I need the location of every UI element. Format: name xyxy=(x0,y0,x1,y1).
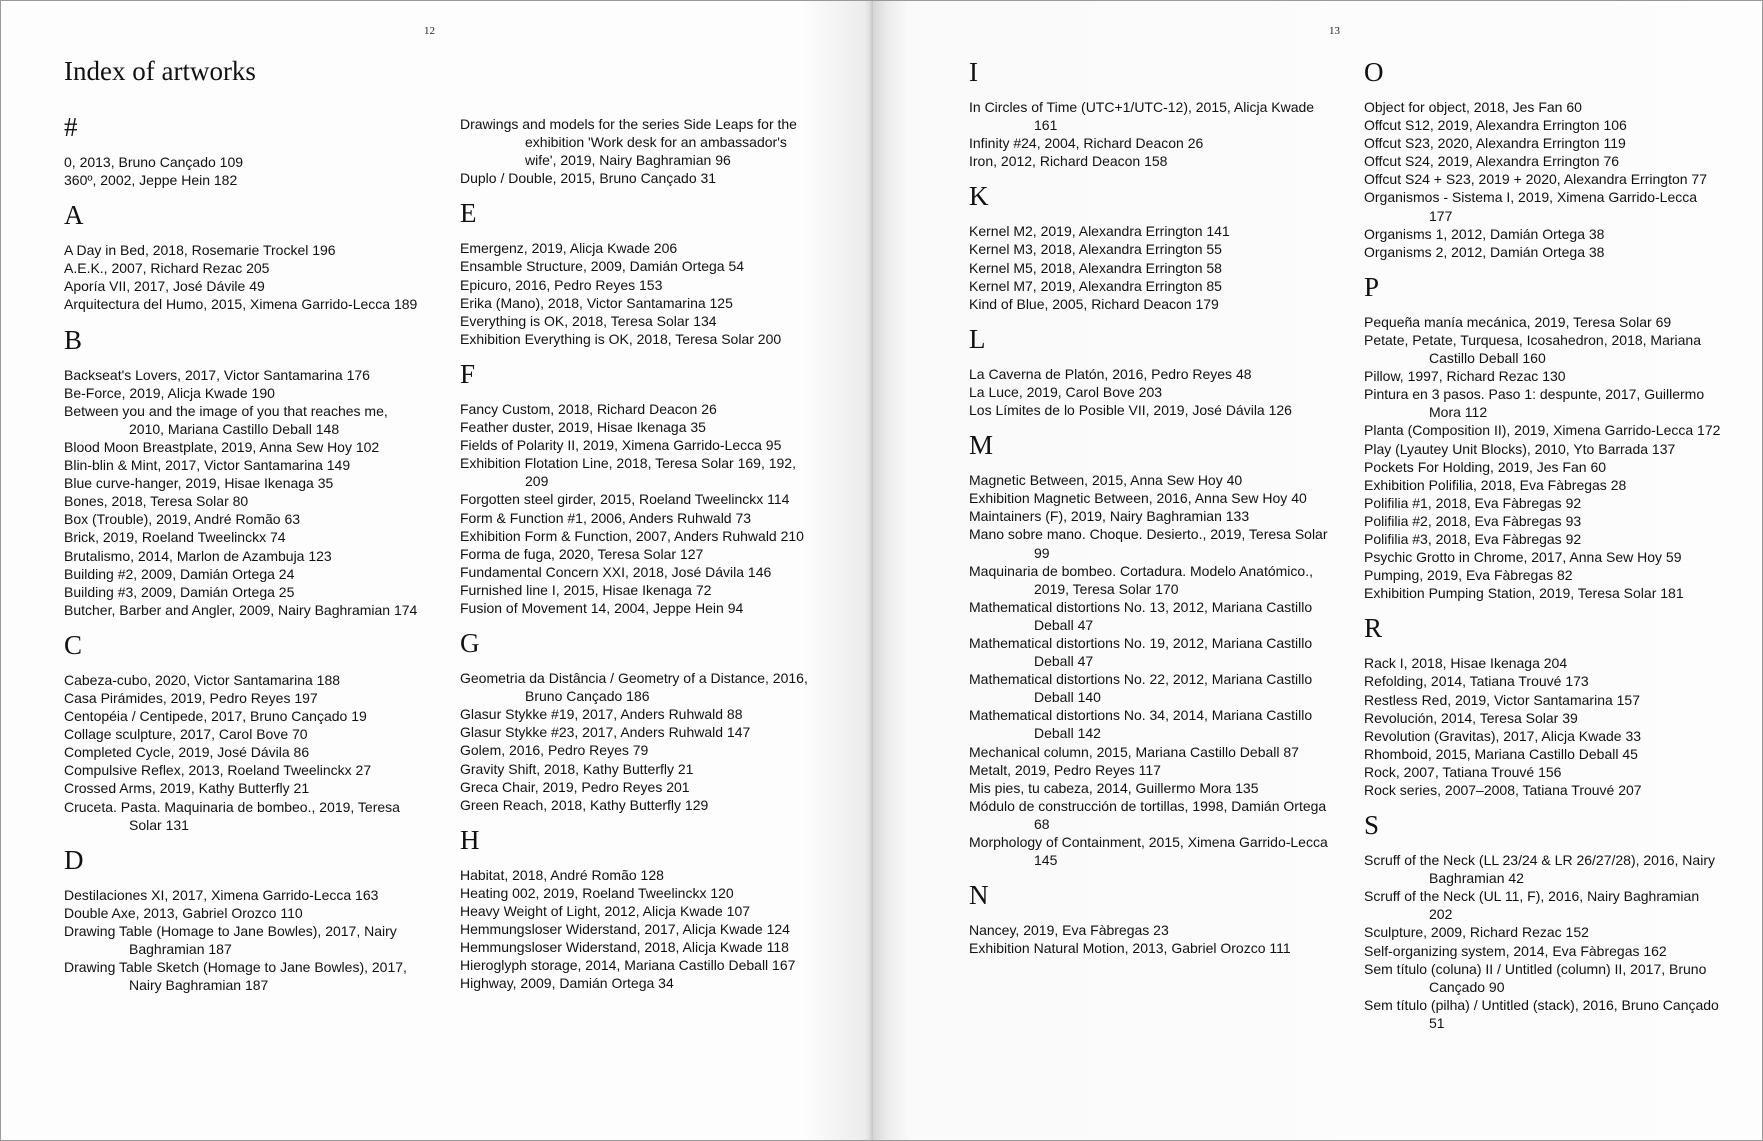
index-entry: Green Reach, 2018, Kathy Butterfly 129 xyxy=(460,796,709,813)
index-entry: Hemmungsloser Widerstand, 2018, Alicja Kwade 118 xyxy=(460,939,789,956)
section-letter: M xyxy=(969,430,994,461)
index-section xyxy=(64,629,424,834)
index-entry: Organisms 1, 2012, Damián Ortega 38 xyxy=(1364,225,1605,242)
entry-list xyxy=(64,153,424,189)
index-entry: Epicuro, 2016, Pedro Reyes 153 xyxy=(460,276,663,293)
index-section xyxy=(1364,271,1724,603)
index-entry: Organisms 2, 2012, Damián Ortega 38 xyxy=(1364,243,1605,260)
index-entry: Highway, 2009, Damián Ortega 34 xyxy=(460,975,674,992)
section-letter: I xyxy=(969,57,978,87)
section-letter: P xyxy=(1364,271,1380,302)
section-letter: H xyxy=(460,824,480,855)
index-entry: Polifilia #3, 2018, Eva Fàbregas 92 xyxy=(1364,530,1582,547)
index-entry: Geometria da Distância / Geometry of a Distance, 2016, Bruno Cançado 186 xyxy=(460,670,808,705)
index-entry: Rock series, 2007–2008, Tatiana Trouvé 207 xyxy=(1364,782,1642,798)
index-entry: Planta (Composition II), 2019, Ximena Garrido-Lecca 172 xyxy=(1364,422,1721,439)
index-entry: Pequeña manía mecánica, 2019, Teresa Solar 69 xyxy=(1364,313,1672,330)
index-entry: Compulsive Reflex, 2013, Roeland Tweelinckx 27 xyxy=(64,762,372,779)
index-entry: Hieroglyph storage, 2014, Mariana Castillo Deball 167 xyxy=(460,957,796,974)
entry-list xyxy=(969,471,1329,869)
index-entry: Building #3, 2009, Damián Ortega 25 xyxy=(64,583,295,600)
page-title: Index of artworks xyxy=(64,56,256,86)
index-entry: Brick, 2019, Roeland Tweelinckx 74 xyxy=(64,529,286,546)
index-entry: Casa Pirámides, 2019, Pedro Reyes 197 xyxy=(64,689,318,706)
index-entry: Blood Moon Breastplate, 2019, Anna Sew Hoy 102 xyxy=(64,438,380,455)
index-entry: Los Límites de lo Posible VII, 2019, José Dávila 126 xyxy=(969,402,1292,419)
index-entry: Kernel M7, 2019, Alexandra Errington 85 xyxy=(969,277,1222,294)
index-entry: 360º, 2002, Jeppe Hein 182 xyxy=(64,172,238,189)
index-section xyxy=(64,324,424,619)
index-entry: Organismos - Sistema I, 2019, Ximena Garrido-Lecca 177 xyxy=(1364,189,1698,224)
entry-list xyxy=(64,671,424,834)
index-entry: Cruceta. Pasta. Maquinaria de bombeo., 2019, Teresa Solar 131 xyxy=(64,798,400,833)
index-entry: Erika (Mano), 2018, Victor Santamarina 125 xyxy=(460,294,733,311)
index-entry: Pockets For Holding, 2019, Jes Fan 60 xyxy=(1364,458,1607,475)
section-letter: B xyxy=(64,324,83,355)
section-letter: # xyxy=(64,112,78,142)
index-entry: Emergenz, 2019, Alicja Kwade 206 xyxy=(460,240,678,257)
index-entry: Arquitectura del Humo, 2015, Ximena Garrido-Lecca 189 xyxy=(64,296,418,313)
index-entry: Rock, 2007, Tatiana Trouvé 156 xyxy=(1364,763,1562,780)
index-entry: Rhomboid, 2015, Mariana Castillo Deball 45 xyxy=(1364,745,1638,762)
index-entry: Aporía VII, 2017, José Dávile 49 xyxy=(64,278,265,295)
index-entry: Centopéia / Centipede, 2017, Bruno Cançado 19 xyxy=(64,708,367,725)
index-entry: Heating 002, 2019, Roeland Tweelinckx 120 xyxy=(460,884,734,901)
entry-list xyxy=(460,400,820,617)
index-entry: Polifilia #2, 2018, Eva Fàbregas 93 xyxy=(1364,512,1582,529)
index-entry: Habitat, 2018, André Romão 128 xyxy=(460,866,664,883)
index-entry: Offcut S12, 2019, Alexandra Errington 106 xyxy=(1364,117,1627,134)
index-entry: Glasur Stykke #19, 2017, Anders Ruhwald 88 xyxy=(460,706,743,723)
section-letter: G xyxy=(460,628,480,659)
index-entry: Mano sobre mano. Choque. Desierto., 2019, Teresa Solar 99 xyxy=(969,526,1328,561)
index-entry: Restless Red, 2019, Victor Santamarina 157 xyxy=(1364,691,1641,708)
index-entry: Glasur Stykke #23, 2017, Anders Ruhwald 147 xyxy=(460,724,751,741)
index-entry: Golem, 2016, Pedro Reyes 79 xyxy=(460,742,649,759)
index-entry: Maintainers (F), 2019, Nairy Baghramian 133 xyxy=(969,508,1250,525)
index-entry: Blin-blin & Mint, 2017, Victor Santamarina 149 xyxy=(64,457,351,474)
index-entry: Revolución, 2014, Teresa Solar 39 xyxy=(1364,709,1578,726)
index-entry: Kernel M5, 2018, Alexandra Errington 58 xyxy=(969,259,1222,276)
right-page xyxy=(873,1,1762,1140)
index-entry: A.E.K., 2007, Richard Rezac 205 xyxy=(64,260,270,277)
index-entry: Greca Chair, 2019, Pedro Reyes 201 xyxy=(460,778,690,795)
index-entry: Double Axe, 2013, Gabriel Orozco 110 xyxy=(64,904,303,921)
entry-list xyxy=(460,669,820,814)
index-section xyxy=(64,844,424,995)
index-entry: Heavy Weight of Light, 2012, Alicja Kwade 107 xyxy=(460,903,751,919)
index-entry: Be-Force, 2019, Alicja Kwade 190 xyxy=(64,384,275,401)
index-entry: Crossed Arms, 2019, Kathy Butterfly 21 xyxy=(64,780,310,797)
index-column-3 xyxy=(969,56,1329,967)
index-entry: Gravity Shift, 2018, Kathy Butterfly 21 xyxy=(460,760,694,777)
section-letter: O xyxy=(1364,57,1384,87)
page-number-right: 13 xyxy=(1329,25,1340,37)
index-section xyxy=(460,358,820,617)
index-entry: Offcut S24 + S23, 2019 + 2020, Alexandra Errington 77 xyxy=(1364,171,1707,188)
index-entry: In Circles of Time (UTC+1/UTC-12), 2015, Alicja Kwade 161 xyxy=(969,99,1315,134)
index-entry: Brutalismo, 2014, Marlon de Azambuja 123 xyxy=(64,547,332,564)
index-entry: Scruff of the Neck (UL 11, F), 2016, Nairy Baghramian 202 xyxy=(1364,888,1700,923)
entry-list xyxy=(969,921,1329,957)
index-entry: Maquinaria de bombeo. Cortadura. Modelo Anatómico., 2019, Teresa Solar 170 xyxy=(969,562,1313,597)
entry-list xyxy=(1364,313,1724,603)
index-entry: Infinity #24, 2004, Richard Deacon 26 xyxy=(969,135,1204,152)
index-entry: Exhibition Magnetic Between, 2016, Anna Sew Hoy 40 xyxy=(969,490,1307,507)
index-section xyxy=(460,197,820,348)
index-entry: Bones, 2018, Teresa Solar 80 xyxy=(64,493,249,510)
index-entry: Fusion of Movement 14, 2004, Jeppe Hein 94 xyxy=(460,599,744,616)
index-entry: Offcut S24, 2019, Alexandra Errington 76 xyxy=(1364,153,1620,170)
index-section xyxy=(969,323,1329,419)
index-column-2 xyxy=(460,115,820,1002)
index-entry: 0, 2013, Bruno Cançado 109 xyxy=(64,154,244,170)
index-entry: Magnetic Between, 2015, Anna Sew Hoy 40 xyxy=(969,472,1243,489)
index-entry: Between you and the image of you that reaches me, 2010, Mariana Castillo Deball 148 xyxy=(64,402,388,437)
index-entry: Nancey, 2019, Eva Fàbregas 23 xyxy=(969,922,1169,939)
entry-list xyxy=(460,866,820,993)
section-letter: A xyxy=(64,200,84,231)
index-entry: La Luce, 2019, Carol Bove 203 xyxy=(969,383,1163,400)
index-entry: Play (Lyautey Unit Blocks), 2010, Yto Barrada 137 xyxy=(1364,440,1676,457)
index-entry: Form & Function #1, 2006, Anders Ruhwald 73 xyxy=(460,509,752,526)
index-entry: Petate, Petate, Turquesa, Icosahedron, 2018, Mariana Castillo Deball 160 xyxy=(1364,331,1701,367)
index-entry: Sem título (pilha) / Untitled (stack), 2016, Bruno Cançado 51 xyxy=(1364,996,1719,1031)
index-entry: Feather duster, 2019, Hisae Ikenaga 35 xyxy=(460,419,706,436)
index-entry: Box (Trouble), 2019, André Romão 63 xyxy=(64,511,301,528)
index-entry: Polifilia #1, 2018, Eva Fàbregas 92 xyxy=(1364,494,1582,511)
index-entry: Building #2, 2009, Damián Ortega 24 xyxy=(64,565,295,582)
index-entry: Pintura en 3 pasos. Paso 1: despunte, 2017, Guillermo Mora 112 xyxy=(1364,386,1705,421)
left-page xyxy=(1,1,873,1140)
index-section xyxy=(460,627,820,814)
index-entry: Exhibition Form & Function, 2007, Anders Ruhwald 210 xyxy=(460,527,804,544)
index-entry: Object for object, 2018, Jes Fan 60 xyxy=(1364,99,1582,115)
section-letter: N xyxy=(969,880,989,911)
index-entry: Sculpture, 2009, Richard Rezac 152 xyxy=(1364,924,1589,941)
index-entry: Exhibition Pumping Station, 2019, Teresa Solar 181 xyxy=(1364,585,1684,602)
entry-list xyxy=(969,365,1329,419)
entry-list xyxy=(969,98,1329,170)
index-entry: Destilaciones XI, 2017, Ximena Garrido-Lecca 163 xyxy=(64,886,379,903)
index-entry: Exhibition Natural Motion, 2013, Gabriel Orozco 111 xyxy=(969,940,1291,957)
index-entry: Mis pies, tu cabeza, 2014, Guillermo Mora 135 xyxy=(969,779,1259,796)
index-entry: Mathematical distortions No. 22, 2012, Mariana Castillo Deball 140 xyxy=(969,671,1313,706)
index-section xyxy=(1364,612,1724,799)
index-entry: Pumping, 2019, Eva Fàbregas 82 xyxy=(1364,567,1573,584)
index-entry: Ensamble Structure, 2009, Damián Ortega 54 xyxy=(460,258,745,275)
index-entry: Exhibition Everything is OK, 2018, Teresa Solar 200 xyxy=(460,330,782,347)
index-entry: Duplo / Double, 2015, Bruno Cançado 31 xyxy=(460,170,717,187)
index-entry: Drawing Table (Homage to Jane Bowles), 2017, Nairy Baghramian 187 xyxy=(64,922,397,957)
index-column-1 xyxy=(64,111,424,1004)
index-entry: Iron, 2012, Richard Deacon 158 xyxy=(969,153,1168,170)
index-entry: Fundamental Concern XXI, 2018, José Dávila 146 xyxy=(460,563,772,580)
section-letter: S xyxy=(1364,810,1380,841)
section-letter: K xyxy=(969,181,989,212)
index-entry: Completed Cycle, 2019, José Dávila 86 xyxy=(64,744,310,761)
entry-list xyxy=(1364,98,1724,261)
index-entry: Morphology of Containment, 2015, Ximena Garrido-Lecca 145 xyxy=(969,834,1328,869)
index-entry: Offcut S23, 2020, Alexandra Errington 119 xyxy=(1364,135,1626,152)
entry-list xyxy=(64,241,424,313)
index-entry: Fields of Polarity II, 2019, Ximena Garrido-Lecca 95 xyxy=(460,437,782,454)
index-entry: Fancy Custom, 2018, Richard Deacon 26 xyxy=(460,400,717,417)
entry-list xyxy=(64,366,424,619)
index-entry: Metalt, 2019, Pedro Reyes 117 xyxy=(969,761,1161,778)
index-column-4 xyxy=(1364,56,1724,1042)
index-section xyxy=(969,56,1329,170)
index-entry: Cabeza-cubo, 2020, Victor Santamarina 188 xyxy=(64,671,341,688)
index-entry: Drawings and models for the series Side Leaps for the exhibition 'Work desk for an ambassador's wife', 2019, Nairy Baghramian 96 xyxy=(460,116,797,169)
entry-list xyxy=(460,115,820,187)
index-entry: Mathematical distortions No. 34, 2014, Mariana Castillo Deball 142 xyxy=(969,707,1313,742)
index-entry: Butcher, Barber and Angler, 2009, Nairy Baghramian 174 xyxy=(64,601,418,618)
index-entry: Mathematical distortions No. 13, 2012, Mariana Castillo Deball 47 xyxy=(969,598,1313,633)
index-section xyxy=(1364,56,1724,261)
page-number-left: 12 xyxy=(424,25,435,37)
index-entry: Forgotten steel girder, 2015, Roeland Tweelinckx 114 xyxy=(460,491,790,508)
section-letter: L xyxy=(969,323,986,354)
index-entry: Revolution (Gravitas), 2017, Alicja Kwade 33 xyxy=(1364,727,1642,744)
index-section xyxy=(64,199,424,313)
index-section xyxy=(460,115,820,187)
index-entry: Forma de fuga, 2020, Teresa Solar 127 xyxy=(460,545,704,562)
entry-list xyxy=(64,886,424,995)
index-entry: Psychic Grotto in Chrome, 2017, Anna Sew Hoy 59 xyxy=(1364,549,1682,566)
index-entry: Exhibition Polifilia, 2018, Eva Fàbregas 28 xyxy=(1364,476,1627,493)
index-entry: Hemmungsloser Widerstand, 2017, Alicja Kwade 124 xyxy=(460,921,790,938)
index-section xyxy=(460,824,820,993)
index-section xyxy=(1364,809,1724,1032)
index-entry: Exhibition Flotation Line, 2018, Teresa Solar 169, 192, 209 xyxy=(460,455,796,490)
section-letter: R xyxy=(1364,613,1383,644)
index-entry: Kernel M2, 2019, Alexandra Errington 141 xyxy=(969,223,1230,240)
index-entry: Scruff of the Neck (LL 23/24 & LR 26/27/28), 2016, Nairy Baghramian 42 xyxy=(1364,852,1715,887)
index-entry: Drawing Table Sketch (Homage to Jane Bowles), 2017, Nairy Baghramian 187 xyxy=(64,959,407,994)
index-section xyxy=(969,879,1329,957)
section-letter: D xyxy=(64,844,84,875)
section-letter: C xyxy=(64,629,83,660)
index-entry: Self-organizing system, 2014, Eva Fàbregas 162 xyxy=(1364,942,1667,959)
index-entry: Pillow, 1997, Richard Rezac 130 xyxy=(1364,368,1566,385)
entry-list xyxy=(460,239,820,348)
index-entry: Furnished line I, 2015, Hisae Ikenaga 72 xyxy=(460,581,712,598)
index-entry: Blue curve-hanger, 2019, Hisae Ikenaga 35 xyxy=(64,475,334,492)
entry-list xyxy=(969,222,1329,312)
index-entry: Kernel M3, 2018, Alexandra Errington 55 xyxy=(969,241,1222,258)
entry-list xyxy=(1364,851,1724,1032)
index-entry: Collage sculpture, 2017, Carol Bove 70 xyxy=(64,726,308,743)
section-letter: E xyxy=(460,198,477,229)
index-entry: Mathematical distortions No. 19, 2012, Mariana Castillo Deball 47 xyxy=(969,634,1313,670)
index-entry: Kind of Blue, 2005, Richard Deacon 179 xyxy=(969,295,1219,312)
index-entry: Módulo de construcción de tortillas, 1998, Damián Ortega 68 xyxy=(969,797,1327,832)
index-section xyxy=(969,180,1329,312)
index-entry: Everything is OK, 2018, Teresa Solar 134 xyxy=(460,312,717,329)
entry-list xyxy=(1364,654,1724,799)
index-entry: La Caverna de Platón, 2016, Pedro Reyes 48 xyxy=(969,365,1252,382)
index-entry: Backseat's Lovers, 2017, Victor Santamarina 176 xyxy=(64,366,370,383)
section-letter: F xyxy=(460,358,476,389)
index-section xyxy=(64,111,424,189)
index-entry: Rack I, 2018, Hisae Ikenaga 204 xyxy=(1364,655,1568,672)
index-entry: Sem título (coluna) II / Untitled (column) II, 2017, Bruno Cançado 90 xyxy=(1364,960,1707,995)
index-entry: Mechanical column, 2015, Mariana Castillo Deball 87 xyxy=(969,743,1299,760)
index-entry: A Day in Bed, 2018, Rosemarie Trockel 196 xyxy=(64,242,336,259)
index-section xyxy=(969,429,1329,869)
index-entry: Refolding, 2014, Tatiana Trouvé 173 xyxy=(1364,673,1589,690)
